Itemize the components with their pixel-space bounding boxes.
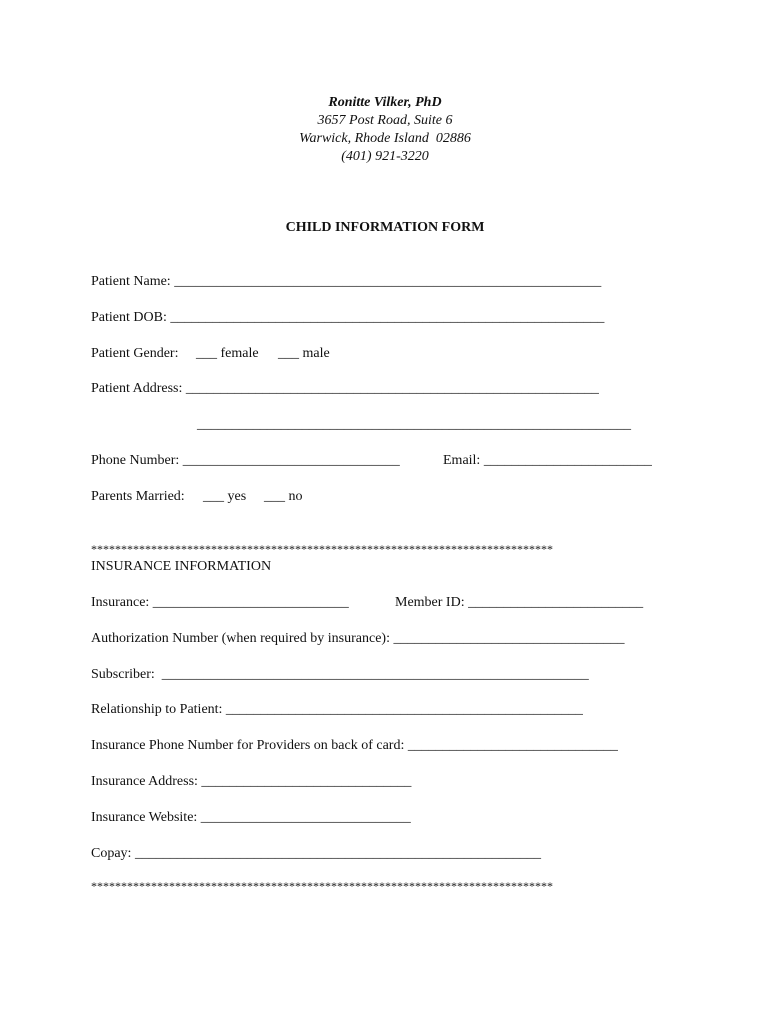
copay-field[interactable]: Copay: __________________________________________________________ (91, 846, 541, 861)
parents-married-no-option[interactable]: ___ no (264, 489, 303, 504)
patient-address-line2-field[interactable]: ______________________________________________________________ (197, 417, 631, 432)
gender-male-option[interactable]: ___ male (278, 346, 330, 361)
email-field[interactable]: Email: ________________________ (443, 453, 652, 468)
phone-number-field[interactable]: Phone Number: _______________________________ (91, 453, 400, 468)
insurance-phone-field[interactable]: Insurance Phone Number for Providers on back of card: ______________________________ (91, 738, 618, 753)
member-id-field[interactable]: Member ID: _________________________ (395, 595, 644, 610)
patient-name-field[interactable]: Patient Name: _____________________________________________________________ (91, 274, 602, 289)
parents-married-label: Parents Married: (91, 489, 185, 504)
relationship-field[interactable]: Relationship to Patient: ___________________________________________________ (91, 702, 583, 717)
insurance-heading: INSURANCE INFORMATION (91, 559, 272, 574)
provider-address-line1: 3657 Post Road, Suite 6 (317, 113, 453, 128)
parents-married-yes-option[interactable]: ___ yes (203, 489, 247, 504)
provider-name: Ronitte Vilker, PhD (328, 95, 442, 110)
patient-dob-field[interactable]: Patient DOB: ______________________________________________________________ (91, 310, 605, 325)
insurance-address-field[interactable]: Insurance Address: ______________________________ (91, 774, 412, 789)
insurance-field[interactable]: Insurance: ____________________________ (91, 595, 349, 610)
separator-top: ***************************************************************************** (91, 542, 553, 556)
separator-bottom: ***************************************************************************** (91, 879, 553, 893)
gender-female-option[interactable]: ___ female (196, 346, 259, 361)
patient-address-field[interactable]: Patient Address: ___________________________________________________________ (91, 381, 599, 396)
form-title: CHILD INFORMATION FORM (285, 220, 485, 235)
patient-gender-label: Patient Gender: (91, 346, 179, 361)
provider-phone: (401) 921-3220 (341, 149, 429, 164)
provider-address-line2: Warwick, Rhode Island 02886 (299, 131, 471, 146)
authorization-number-field[interactable]: Authorization Number (when required by insurance): _________________________________ (91, 631, 625, 646)
insurance-website-field[interactable]: Insurance Website: ______________________________ (91, 810, 411, 825)
subscriber-field[interactable]: Subscriber: _____________________________________________________________ (91, 667, 589, 682)
